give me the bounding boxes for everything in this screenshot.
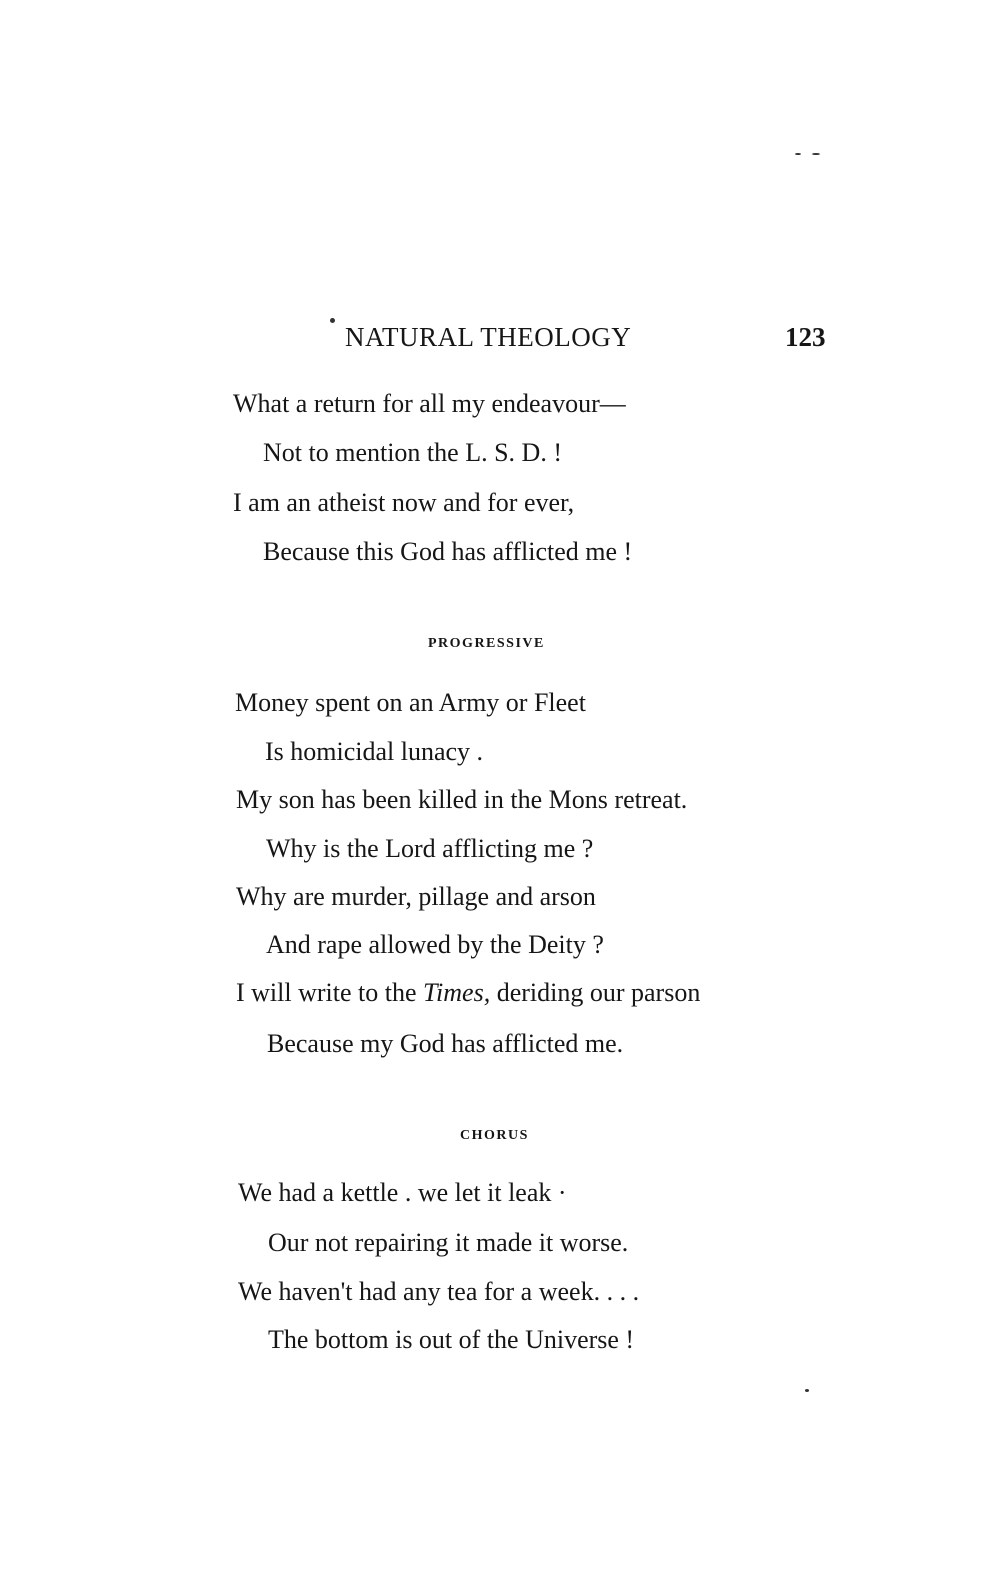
- verse-line: And rape allowed by the Deity ?: [266, 930, 604, 959]
- verse-text: deriding our parson: [496, 978, 701, 1007]
- verse-line: The bottom is out of the Universe !: [268, 1325, 635, 1354]
- verse-line: Money spent on an Army or Fleet: [235, 688, 586, 717]
- section-heading-progressive: PROGRESSIVE: [428, 636, 545, 651]
- section-heading-chorus: CHORUS: [460, 1128, 529, 1143]
- verse-line: Our not repairing it made it worse.: [268, 1228, 629, 1257]
- print-speck: [812, 153, 820, 155]
- verse-line: Why is the Lord afflicting me ?: [266, 834, 594, 863]
- verse-line: [236, 978, 700, 1008]
- running-title: NATURAL THEOLOGY: [345, 322, 632, 352]
- print-speck: [330, 318, 335, 323]
- verse-line: Because my God has afflicted me.: [267, 1029, 624, 1058]
- verse-line: I am an atheist now and for ever,: [233, 488, 575, 517]
- verse-line: Not to mention the L. S. D. !: [263, 438, 562, 467]
- verse-line: My son has been killed in the Mons retreat.: [236, 785, 688, 814]
- verse-line: Why are murder, pillage and arson: [236, 882, 596, 911]
- print-speck: [805, 1389, 809, 1392]
- verse-text: I will write to the: [236, 978, 417, 1007]
- verse-line: Is homicidal lunacy .: [265, 737, 484, 766]
- page-number: 123: [785, 322, 826, 352]
- verse-line: We haven't had any tea for a week. . . .: [238, 1277, 640, 1306]
- verse-line: We had a kettle . we let it leak ·: [238, 1178, 567, 1207]
- print-speck: [795, 153, 801, 155]
- verse-line: What a return for all my endeavour—: [233, 389, 626, 418]
- newspaper-title: Times,: [423, 978, 491, 1007]
- verse-line: Because this God has afflicted me !: [263, 537, 633, 566]
